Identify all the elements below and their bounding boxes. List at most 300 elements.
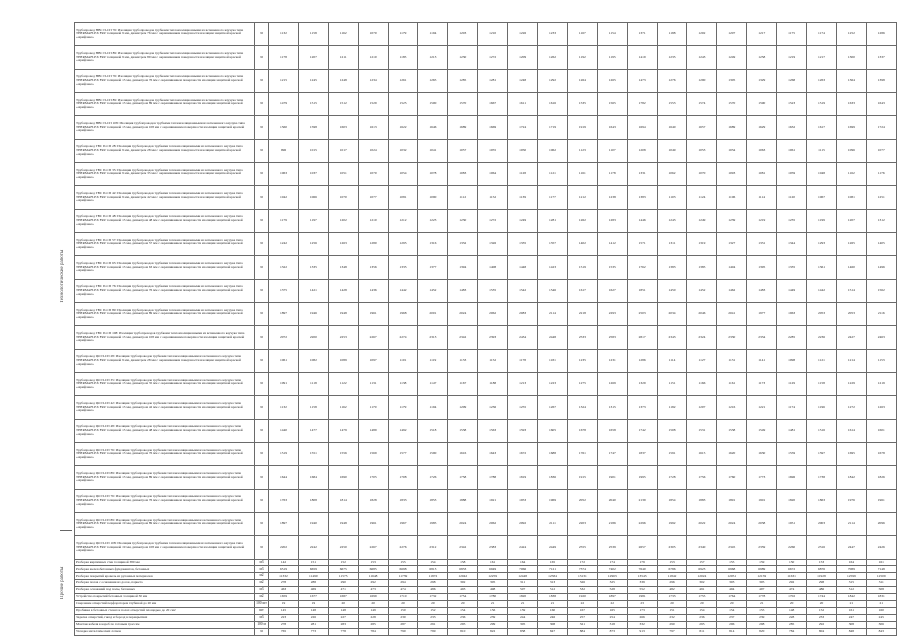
row-value: 1747 xyxy=(597,442,627,465)
row-value: 482 xyxy=(657,587,687,594)
row-value: 1161 xyxy=(567,162,597,185)
row-unit: м2 xyxy=(255,580,269,587)
row-value: 233 xyxy=(418,614,448,621)
row-description: Трубопровод ЦО П-СП 48: Изоляция трубопроводов трубками теплоизоляционными из вспененного каучука типа THERMAFLEX FRZ толщиной 13 мм, диаметром 48 мм с окрашиванием поверхности изоляции защитной краской «Армфлекс» xyxy=(75,419,255,442)
row-value: 1061 xyxy=(269,349,299,372)
row-unit: м3 xyxy=(255,566,269,573)
row-value: 1174 xyxy=(807,23,837,46)
row-value: 1235 xyxy=(657,46,687,69)
row-unit: м2 xyxy=(255,594,269,601)
row-value: 257 xyxy=(567,614,597,621)
row-value: 1265 xyxy=(597,69,627,92)
row-value: 1158 xyxy=(298,23,328,46)
row-value: 1188 xyxy=(478,372,508,395)
row-value: 165 xyxy=(597,608,627,615)
row-value: 1041 xyxy=(418,139,448,162)
row-value: 1733 xyxy=(657,594,687,601)
row-value: 154 xyxy=(418,559,448,566)
row-description: Разборка покрытий кровель из рулонных материалов xyxy=(75,573,255,580)
section-label-tech: Технологические работы xyxy=(60,249,65,303)
row-value: 149 xyxy=(358,608,388,615)
row-value: 2343 xyxy=(657,326,687,349)
row-value: 1122 xyxy=(328,372,358,395)
row-value: 1479 xyxy=(269,92,299,115)
row-value: 1132 xyxy=(269,396,299,419)
row-value: 1238 xyxy=(597,186,627,209)
row-value: 1808 xyxy=(298,489,328,512)
row-value: 11490 xyxy=(298,573,328,580)
row-value: 1590 xyxy=(747,92,777,115)
row-value: 1064 xyxy=(478,162,508,185)
table-row xyxy=(75,139,897,162)
row-value: 1828 xyxy=(358,489,388,512)
row-value: 2503 xyxy=(627,302,657,325)
row-value: 1082 xyxy=(298,349,328,372)
table-row xyxy=(75,23,897,46)
row-value: 1286 xyxy=(866,23,896,46)
row-value: 152 xyxy=(328,559,358,566)
row-value: 773 xyxy=(298,628,328,635)
row-description: Пробивка в бетонных стенах и полах отверстий площадью до 20 см2 xyxy=(75,608,255,615)
row-value: 1210 xyxy=(358,46,388,69)
row-value: 326 xyxy=(567,580,597,587)
row-value: 1316 xyxy=(418,232,448,255)
row-value: 21 xyxy=(866,601,896,608)
row-value: 532 xyxy=(567,587,597,594)
row-value: 150 xyxy=(388,608,418,615)
row-value: 1329 xyxy=(747,69,777,92)
row-value: 1162 xyxy=(328,23,358,46)
row-description: Монтаж кабеля в короб по готовым трассам xyxy=(75,621,255,628)
row-value: 1037 xyxy=(298,162,328,185)
row-value: 237 xyxy=(717,614,747,621)
row-value: 1408 xyxy=(478,256,508,279)
row-value: 1182 xyxy=(657,396,687,419)
row-value: 1643 xyxy=(597,116,627,139)
table-row xyxy=(75,46,897,69)
row-unit: м xyxy=(255,162,269,185)
row-value: 1124 xyxy=(687,186,717,209)
row-value: 2267 xyxy=(358,536,388,559)
row-value: 1243 xyxy=(687,46,717,69)
row-value: 1106 xyxy=(717,186,747,209)
row-value: 6833 xyxy=(448,566,478,573)
row-value: 2236 xyxy=(807,326,837,349)
row-value: 161 xyxy=(836,608,866,615)
row-value: 1154 xyxy=(597,23,627,46)
row-value: 325 xyxy=(597,580,627,587)
row-value: 159 xyxy=(508,608,538,615)
row-value: 12963 xyxy=(597,573,627,580)
row-value: 1744 xyxy=(807,594,837,601)
row-description: Разборка полов с основания из досок, паркета xyxy=(75,580,255,587)
row-value: 1897 xyxy=(597,594,627,601)
row-value: 474 xyxy=(777,587,807,594)
row-value: 1611 xyxy=(508,92,538,115)
row-value: 19 xyxy=(269,601,299,608)
row-value: 2139 xyxy=(627,489,657,512)
row-value: 12042 xyxy=(448,573,478,580)
row-value: 1969 xyxy=(538,489,568,512)
row-value: 1062 xyxy=(657,162,687,185)
row-unit: м xyxy=(255,186,269,209)
row-value: 1119 xyxy=(418,349,448,372)
row-unit: шт xyxy=(255,608,269,615)
row-value: 1677 xyxy=(298,594,328,601)
row-description: Разборка оснований под полы, бетонных xyxy=(75,587,255,594)
row-value: 1985 xyxy=(418,512,448,535)
row-unit: м xyxy=(255,372,269,395)
row-value: 2250 xyxy=(328,536,358,559)
row-value: 11872 xyxy=(418,573,448,580)
row-value: 6813 xyxy=(418,566,448,573)
row-value: 305 xyxy=(508,621,538,628)
row-value: 552 xyxy=(627,587,657,594)
row-value: 1590 xyxy=(418,442,448,465)
row-value: 228 xyxy=(358,614,388,621)
row-unit: м xyxy=(255,536,269,559)
table-row xyxy=(75,419,897,442)
row-value: 1166 xyxy=(687,372,717,395)
row-value: 1402 xyxy=(567,232,597,255)
row-value: 463 xyxy=(269,587,299,594)
row-value: 1245 xyxy=(298,69,328,92)
row-value: 1419 xyxy=(627,46,657,69)
row-value: 1778 xyxy=(747,594,777,601)
row-value: 298 xyxy=(747,621,777,628)
row-value: 2330 xyxy=(717,326,747,349)
row-value: 790 xyxy=(388,628,418,635)
row-value: 1538 xyxy=(448,419,478,442)
row-value: 1826 xyxy=(866,466,896,489)
row-value: 1699 xyxy=(836,116,866,139)
row-value: 1523 xyxy=(777,92,807,115)
row-value: 1251 xyxy=(866,186,896,209)
row-value: 1356 xyxy=(358,256,388,279)
row-value: 1096 xyxy=(836,139,866,162)
table-row xyxy=(75,442,897,465)
row-value: 1836 xyxy=(538,466,568,489)
row-unit: м xyxy=(255,279,269,302)
row-value: 1267 xyxy=(538,396,568,419)
row-value: 142 xyxy=(269,559,299,566)
row-value: 1514 xyxy=(836,279,866,302)
row-value: 1500 xyxy=(418,92,448,115)
row-value: 226 xyxy=(298,614,328,621)
row-value: 1219 xyxy=(777,46,807,69)
row-value: 12599 xyxy=(836,573,866,580)
row-value: 306 xyxy=(866,621,896,628)
row-value: 1219 xyxy=(866,372,896,395)
row-value: 290 xyxy=(328,580,358,587)
row-value: 1173 xyxy=(747,372,777,395)
row-value: 2426 xyxy=(866,536,896,559)
row-value: 153 xyxy=(657,559,687,566)
row-value: 12448 xyxy=(508,573,538,580)
row-value: 1724 xyxy=(508,116,538,139)
row-value: 1992 xyxy=(657,512,687,535)
row-value: 1854 xyxy=(657,489,687,512)
row-value: 20 xyxy=(657,601,687,608)
row-value: 1754 xyxy=(448,594,478,601)
row-value: 266 xyxy=(627,614,657,621)
row-value: 1630 xyxy=(747,442,777,465)
row-value: 2345 xyxy=(717,536,747,559)
row-value: 1185 xyxy=(388,46,418,69)
row-value: 1049 xyxy=(657,139,687,162)
row-value: 1629 xyxy=(747,116,777,139)
row-value: 1742 xyxy=(627,419,657,442)
row-value: 1231 xyxy=(597,349,627,372)
row-value: 1151 xyxy=(657,372,687,395)
row-value: 1915 xyxy=(567,466,597,489)
row-value: 486 xyxy=(807,587,837,594)
row-value: 1129 xyxy=(777,372,807,395)
row-value: 528 xyxy=(597,587,627,594)
row-value: 1953 xyxy=(508,489,538,512)
row-value: 1050 xyxy=(508,139,538,162)
row-unit: м xyxy=(255,489,269,512)
row-value: 1756 xyxy=(687,466,717,489)
row-value: 2463 xyxy=(866,326,896,349)
row-value: 303 xyxy=(717,580,747,587)
row-value: 6519 xyxy=(269,566,299,573)
row-value: 153 xyxy=(807,559,837,566)
row-value: 884 xyxy=(567,628,597,635)
row-value: 1442 xyxy=(807,279,837,302)
row-description: Трубопровод ГВС П-СП 63: Изоляция трубопроводов трубками теплоизоляционными из вспененного каучука типа THERMAFLEX FRZ толщиной 13 мм, диаметром 63 мм с окрашиванием поверхности изоляции защитной краской «Армфлекс» xyxy=(75,256,255,279)
table-row xyxy=(75,209,897,232)
row-unit: м3 xyxy=(255,587,269,594)
row-value: 172 xyxy=(567,559,597,566)
row-value: 2276 xyxy=(388,536,418,559)
row-value: 1178 xyxy=(597,162,627,185)
row-value: 227 xyxy=(328,614,358,621)
row-value: 1643 xyxy=(478,442,508,465)
row-value: 246 xyxy=(538,614,568,621)
row-value: 1286 xyxy=(627,349,657,372)
row-value: 820 xyxy=(747,628,777,635)
row-value: 1262 xyxy=(567,209,597,232)
row-value: 1597 xyxy=(807,442,837,465)
row-value: 1127 xyxy=(687,349,717,372)
row-value: 2203 xyxy=(567,512,597,535)
row-value: 152 xyxy=(418,608,448,615)
row-value: 1103 xyxy=(657,186,687,209)
row-value: 159 xyxy=(747,559,777,566)
row-value: 1214 xyxy=(836,349,866,372)
row-description: Трубопровод ЦО П-СП 89: Изоляция трубопроводов трубками теплоизоляционными из вспененного каучука типа THERMAFLEX FRZ толщиной 19 мм, диаметром 89 мм с окрашиванием поверхности изоляции защитной краской «Армфлекс» xyxy=(75,512,255,535)
row-value: 1070 xyxy=(358,23,388,46)
table-row xyxy=(75,279,897,302)
row-value: 12584 xyxy=(538,573,568,580)
row-value: 797 xyxy=(657,628,687,635)
row-value: 1203 xyxy=(448,23,478,46)
table-row xyxy=(75,69,897,92)
row-value: 1032 xyxy=(388,139,418,162)
row-value: 179 xyxy=(627,559,657,566)
row-value: 1101 xyxy=(388,349,418,372)
row-unit: м xyxy=(255,628,269,635)
row-value: 1147 xyxy=(418,372,448,395)
row-value: 1207 xyxy=(687,396,717,419)
row-unit: м3 xyxy=(255,614,269,621)
row-value: 1569 xyxy=(358,442,388,465)
row-value: 1283 xyxy=(597,209,627,232)
row-value: 1219 xyxy=(747,209,777,232)
row-value: 1263 xyxy=(807,69,837,92)
row-value: 1976 xyxy=(836,489,866,512)
row-unit: м xyxy=(255,512,269,535)
row-value: 1272 xyxy=(836,396,866,419)
row-value: 1290 xyxy=(687,69,717,92)
row-value: 1963 xyxy=(777,302,807,325)
row-value: 1202 xyxy=(687,23,717,46)
row-value: 1063 xyxy=(747,139,777,162)
row-value: 1452 xyxy=(418,279,448,302)
row-value: 1981 xyxy=(627,594,657,601)
row-value: 1726 xyxy=(418,466,448,489)
row-value: 1223 xyxy=(418,209,448,232)
row-value: 1891 xyxy=(717,489,747,512)
row-value: 1761 xyxy=(567,442,597,465)
row-value: 292 xyxy=(807,621,837,628)
row-value: 151 xyxy=(298,559,328,566)
row-value: 1197 xyxy=(298,209,328,232)
row-value: 1518 xyxy=(418,419,448,442)
row-value: 1851 xyxy=(627,279,657,302)
row-value: 1152 xyxy=(478,186,508,209)
row-value: 1615 xyxy=(687,442,717,465)
table-row xyxy=(75,489,897,512)
row-value: 1633 xyxy=(836,92,866,115)
row-value: 6685 xyxy=(358,566,388,573)
row-value: 1061 xyxy=(777,139,807,162)
row-description: Трубопровод ЦО П-СП 28: Изоляция трубопроводов трубками теплоизоляционными из вспененного каучука типа THERMAFLEX FRZ толщиной 9 мм, диаметром 28 мм с окрашиванием поверхности изоляции защитной краской «Армфлекс» xyxy=(75,349,255,372)
row-value: 1017 xyxy=(328,139,358,162)
row-value: 2260 xyxy=(777,536,807,559)
row-value: 474 xyxy=(388,587,418,594)
row-description: Трубопровод НВС П-СП 76: Изоляция трубопроводов трубками теплоизоляционными из вспененного каучука типа THERMAFLEX FRZ толщиной 9 мм, диаметром 76 мм с окрашиванием поверхности изоляции защитной краской «Армфлекс» xyxy=(75,23,255,46)
row-unit: м xyxy=(255,23,269,46)
row-value: 1483 xyxy=(747,279,777,302)
row-value: 1276 xyxy=(657,69,687,92)
row-value: 1883 xyxy=(687,489,717,512)
row-value: 1601 xyxy=(866,419,896,442)
row-value: 1440 xyxy=(269,419,299,442)
row-value: 1577 xyxy=(388,442,418,465)
row-unit: м3 xyxy=(255,559,269,566)
row-value: 1070 xyxy=(358,162,388,185)
row-value: 290 xyxy=(657,621,687,628)
row-value: 1176 xyxy=(866,162,896,185)
row-description: Трубопровод ГВС П-СП 108: Изоляция трубопроводов трубками теплоизоляционными из вспененного каучука типа THERMAFLEX FRZ толщиной 13 мм, диаметром 108 мм с окрашиванием поверхности изоляции защитной краской «Армфлекс» xyxy=(75,326,255,349)
row-value: 2448 xyxy=(538,326,568,349)
table-row xyxy=(75,302,897,325)
row-value: 1067 xyxy=(807,186,837,209)
row-value: 1383 xyxy=(627,186,657,209)
row-value: 1331 xyxy=(747,232,777,255)
row-value: 1048 xyxy=(807,162,837,185)
row-description: Трубопровод ГВС П-СП 42: Изоляция трубопроводов трубками теплоизоляционными из вспененного каучука типа THERMAFLEX FRZ толщиной 9 мм, диаметром 42 мм с окрашиванием поверхности изоляции защитной краской «Армфлекс» xyxy=(75,186,255,209)
row-value: 1213 xyxy=(508,372,538,395)
row-value: 2316 xyxy=(807,536,837,559)
row-value: 2253 xyxy=(328,326,358,349)
row-value: 1215 xyxy=(269,69,299,92)
row-value: 22 xyxy=(597,601,627,608)
row-value: 838 xyxy=(508,628,538,635)
row-value: 2186 xyxy=(597,512,627,535)
row-value: 1563 xyxy=(478,419,508,442)
row-value: 21 xyxy=(478,601,508,608)
row-value: 148 xyxy=(328,608,358,615)
row-value: 1967 xyxy=(388,512,418,535)
row-value: 1961 xyxy=(358,302,388,325)
row-value: 469 xyxy=(298,587,328,594)
row-value: 1819 xyxy=(508,466,538,489)
row-value: 847 xyxy=(538,628,568,635)
row-value: 1728 xyxy=(657,466,687,489)
row-value: 1512 xyxy=(328,92,358,115)
row-value: 1888 xyxy=(448,489,478,512)
row-value: 1178 xyxy=(269,46,299,69)
row-value: 244 xyxy=(508,614,538,621)
row-value: 822 xyxy=(478,628,508,635)
row-value: 1364 xyxy=(836,69,866,92)
row-value: 848 xyxy=(836,628,866,635)
row-value: 1605 xyxy=(538,419,568,442)
row-value: 13131 xyxy=(567,573,597,580)
row-value: 1319 xyxy=(687,232,717,255)
row-unit: м xyxy=(255,419,269,442)
row-value: 2242 xyxy=(298,536,328,559)
row-value: 296 xyxy=(717,621,747,628)
row-value: 239 xyxy=(747,614,777,621)
row-value: 1562 xyxy=(866,279,896,302)
row-value: 1091 xyxy=(269,372,299,395)
row-value: 1695 xyxy=(836,442,866,465)
row-description: Трубопровод ЦО П-СП 108: Изоляция трубопроводов трубками теплоизоляционными из вспененного каучука типа THERMAFLEX FRZ толщиной 19 мм, диаметром 108 мм с окрашиванием поверхности изоляции защитной краской «Армфлекс» xyxy=(75,536,255,559)
row-value: 799 xyxy=(418,628,448,635)
row-value: 1311 xyxy=(657,232,687,255)
row-value: 298 xyxy=(418,580,448,587)
row-unit: м xyxy=(255,326,269,349)
row-value: 156 xyxy=(478,608,508,615)
row-value: 1233 xyxy=(538,23,568,46)
row-value: 1551 xyxy=(298,442,328,465)
row-value: 1272 xyxy=(478,46,508,69)
row-value: 2334 xyxy=(747,326,777,349)
row-value: 2313 xyxy=(418,326,448,349)
row-value: 2114 xyxy=(538,302,568,325)
row-value: 1211 xyxy=(328,46,358,69)
row-value: 1179 xyxy=(388,396,418,419)
row-value: 19 xyxy=(298,601,328,608)
row-description: Трубопровод ГВС П-СП 89: Изоляция трубопроводов трубками теплоизоляционными из вспененного каучука типа THERMAFLEX FRZ толщиной 13 мм, диаметром 89 мм с окрашиванием поверхности изоляции защитной краской «Армфлекс» xyxy=(75,302,255,325)
row-value: 2424 xyxy=(508,536,538,559)
row-value: 1961 xyxy=(866,489,896,512)
row-value: 1373 xyxy=(627,396,657,419)
row-value: 20 xyxy=(418,601,448,608)
row-value: 1658 xyxy=(597,419,627,442)
row-value: 1326 xyxy=(478,232,508,255)
row-value: 1255 xyxy=(508,396,538,419)
row-value: 154 xyxy=(687,608,717,615)
row-value: 1690 xyxy=(328,466,358,489)
row-value: 6786 xyxy=(657,566,687,573)
row-value: 811 xyxy=(687,628,717,635)
row-value: 1054 xyxy=(388,162,418,185)
